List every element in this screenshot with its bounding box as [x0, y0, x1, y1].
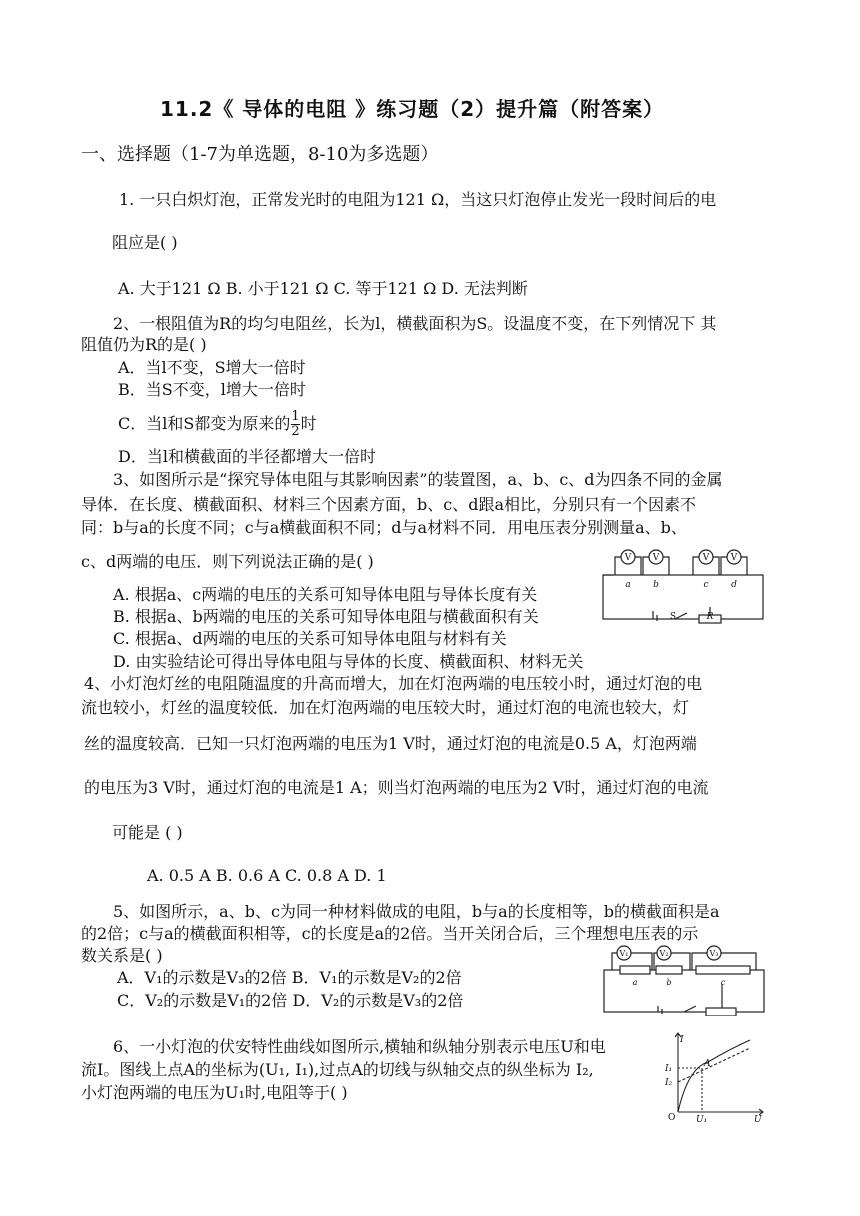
q3-option-d: D. 由实验结论可得出导体电阻与导体的长度、横截面积、材料无关: [113, 652, 584, 671]
q3-fig-label-a: a: [625, 580, 631, 590]
q4-stem-line4: 的电压为3 V时，通过灯泡的电流是1 A；则当灯泡两端的电压为2 V时，通过灯泡的电流: [84, 778, 709, 797]
q5-fig-label-v2: V₂: [659, 949, 669, 958]
q6-fig-label-u1: U₁: [696, 1115, 708, 1124]
q6-fig-label-u: U: [754, 1115, 762, 1124]
q2-option-b: B．当S不变，l增大一倍时: [118, 380, 306, 399]
q6-fig-label-origin: O: [668, 1113, 676, 1123]
q3-fig-label-d: d: [731, 580, 737, 590]
q1-options: A. 大于121 Ω B. 小于121 Ω C. 等于121 Ω D. 无法判断: [118, 279, 528, 298]
q6-fig-label-i: I: [680, 1035, 684, 1045]
q2-option-d: D．当l和横截面的半径都增大一倍时: [118, 447, 376, 466]
q2-stem-line1: 2、一根阻值为R的均匀电阻丝，长为l，横截面积为S。设温度不变，在下列情况下 其: [113, 314, 717, 333]
q2-option-c-suffix: 时: [300, 414, 317, 433]
q3-fig-label-v: V: [652, 553, 660, 563]
q4-stem-line1: 4、小灯泡灯丝的电阻随温度的升高而增大，加在灯泡两端的电压较小时，通过灯泡的电: [84, 674, 703, 693]
q5-fig-label-a: a: [632, 978, 638, 987]
q3-fig-label-r: R: [706, 612, 714, 622]
fraction: [291, 410, 299, 439]
q2-option-a: A．当l不变，S增大一倍时: [118, 358, 306, 377]
q6-stem-line2: 流I。图线上点A的坐标为(U₁, I₁),过点A的切线与纵轴交点的纵坐标为 I₂,: [81, 1060, 594, 1079]
q3-stem-line2: 导体．在长度、横截面积、材料三个因素方面，b、c、d跟a相比，分别只有一个因素不: [81, 495, 696, 514]
q4-stem-line5: 可能是 ( ): [112, 823, 183, 842]
q6-fig-label-i2: I₂: [665, 1078, 673, 1088]
q3-fig-label-v: V: [624, 553, 632, 563]
fraction-denominator: 2: [291, 424, 300, 439]
q6-stem-line1: 6、一小灯泡的伏安特性曲线如图所示,横轴和纵轴分别表示电压U和电: [113, 1037, 606, 1056]
q3-option-c: C. 根据a、d两端的电压的关系可知导体电阻与材料有关: [113, 629, 507, 648]
q3-fig-label-v: V: [702, 553, 710, 563]
q4-options: A. 0.5 A B. 0.6 A C. 0.8 A D. 1: [147, 866, 387, 885]
q4-stem-line3: 丝的温度较高．已知一只灯泡两端的电压为1 V时，通过灯泡的电流是0.5 A，灯泡两端: [84, 734, 697, 753]
q2-stem-line2: 阻值仍为R的是( ): [81, 335, 207, 354]
q5-stem-line3: 数关系是( ): [81, 946, 163, 965]
q5-fig-label-c: c: [720, 978, 726, 987]
q3-option-a: A. 根据a、c两端的电压的关系可知导体电阻与导体长度有关: [113, 585, 538, 604]
q5-fig-label-v3: V₃: [709, 949, 719, 958]
q5-stem-line2: 的2倍；c与a的横截面积相等，c的长度是a的2倍。当开关闭合后，三个理想电压表的示: [81, 924, 699, 943]
q6-iv-curve-figure: [658, 1028, 768, 1124]
q3-fig-label-b: b: [653, 580, 659, 590]
q5-stem-line1: 5、如图所示，a、b、c为同一种材料做成的电阻，b与a的长度相等，b的横截面积是a: [113, 902, 720, 921]
q3-stem-line3: 同：b与a的长度不同；c与a横截面积不同；d与a材料不同．用电压表分别测量a、b、: [81, 518, 687, 537]
q3-option-b: B. 根据a、b两端的电压的关系可知导体电阻与横截面积有关: [113, 607, 539, 626]
q6-stem-line3: 小灯泡两端的电压为U₁时,电阻等于( ): [81, 1083, 348, 1102]
q5-circuit-figure: [598, 944, 778, 1016]
q5-options-cd: C．V₂的示数是V₁的2倍 D．V₂的示数是V₃的2倍: [117, 991, 464, 1010]
q2-option-c-text: C．当l和S都变为原来的: [118, 414, 291, 433]
q6-fig-label-i1: I₁: [665, 1064, 673, 1074]
fraction-numerator: 1: [291, 409, 300, 424]
section-heading: 一、选择题（1-7为单选题，8-10为多选题）: [81, 144, 439, 165]
q3-fig-label-s: S: [669, 612, 677, 622]
q1-stem-line2: 阻应是( ): [112, 233, 178, 252]
q5-fig-label-b: b: [666, 978, 672, 987]
q6-fig-label-a: A: [704, 1059, 711, 1069]
q3-fig-label-v: V: [730, 553, 738, 563]
q1-stem-line1: 1. 一只白炽灯泡，正常发光时的电阻为121 Ω，当这只灯泡停止发光一段时间后的电: [119, 190, 717, 209]
q4-stem-line2: 流也较小，灯丝的温度较低．加在灯泡两端的电压较大时，通过灯泡的电流也较大，灯: [81, 698, 690, 717]
page-title: 11.2《 导体的电阻 》练习题（2）提升篇（附答案）: [160, 97, 665, 121]
q5-fig-label-v1: V₁: [619, 949, 629, 958]
q2-option-c: [118, 410, 317, 439]
q5-options-ab: A．V₁的示数是V₃的2倍 B．V₁的示数是V₂的2倍: [117, 968, 462, 987]
q3-fig-label-c: c: [703, 580, 709, 590]
q3-stem-line4: c、d两端的电压．则下列说法正确的是( ): [81, 552, 374, 571]
q3-circuit-figure: [593, 545, 773, 625]
q3-stem-line1: 3、如图所示是“探究导体电阻与其影响因素”的装置图，a、b、c、d为四条不同的金属: [113, 470, 723, 489]
